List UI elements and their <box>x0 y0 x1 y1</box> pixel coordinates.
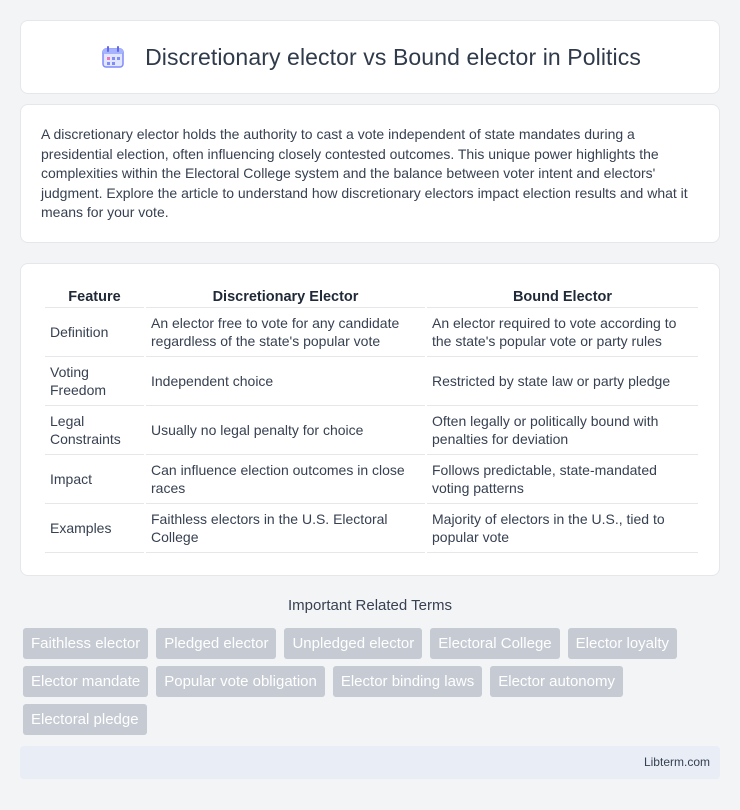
cell-bound: Follows predictable, state-mandated voting patterns <box>427 455 698 504</box>
related-term-tag[interactable]: Electoral College <box>430 628 559 659</box>
related-term-tag[interactable]: Faithless elector <box>23 628 148 659</box>
cell-discretionary: Independent choice <box>146 357 425 406</box>
cell-feature: Voting Freedom <box>45 357 144 406</box>
related-term-tag[interactable]: Elector mandate <box>23 666 148 697</box>
table-row <box>45 504 698 553</box>
related-term-tag[interactable]: Elector loyalty <box>568 628 677 659</box>
table-row <box>45 308 698 357</box>
cell-bound: Often legally or politically bound with penalties for deviation <box>427 406 698 455</box>
cell-feature: Legal Constraints <box>45 406 144 455</box>
related-term-tag[interactable]: Elector binding laws <box>333 666 482 697</box>
cell-feature: Definition <box>45 308 144 357</box>
header-feature: Feature <box>45 284 144 308</box>
cell-discretionary: An elector free to vote for any candidate regardless of the state's popular vote <box>146 308 425 357</box>
related-term-tag[interactable]: Electoral pledge <box>23 704 147 735</box>
table-row <box>45 406 698 455</box>
page-title: Discretionary elector vs Bound elector in Politics <box>145 43 641 70</box>
cell-discretionary: Faithless electors in the U.S. Electoral College <box>146 504 425 553</box>
cell-discretionary: Usually no legal penalty for choice <box>146 406 425 455</box>
related-term-tag[interactable]: Unpledged elector <box>284 628 422 659</box>
table-header-row <box>45 284 698 308</box>
intro-paragraph: A discretionary elector holds the authority to cast a vote independent of state mandates during a presidential election, often influencing closely contested outcomes. This unique power highlights the complexities within the Electoral College system and the balance between voter intent and electors' judgment. Explore the article to understand how discretionary electors impact election results and what it means for your vote. <box>41 126 688 220</box>
related-term-tag[interactable]: Popular vote obligation <box>156 666 325 697</box>
intro-card <box>20 104 720 243</box>
calendar-icon <box>99 43 127 71</box>
cell-feature: Examples <box>45 504 144 553</box>
cell-feature: Impact <box>45 455 144 504</box>
header-discretionary: Discretionary Elector <box>146 284 425 308</box>
related-term-tag[interactable]: Elector autonomy <box>490 666 623 697</box>
footer-site-link[interactable]: Libterm.com <box>643 755 710 769</box>
related-term-tag[interactable]: Pledged elector <box>156 628 276 659</box>
comparison-table <box>43 284 700 553</box>
header-bound: Bound Elector <box>427 284 698 308</box>
cell-bound: Majority of electors in the U.S., tied to popular vote <box>427 504 698 553</box>
title-card <box>20 20 720 94</box>
cell-bound: Restricted by state law or party pledge <box>427 357 698 406</box>
related-terms-list <box>23 628 723 735</box>
table-row <box>45 455 698 504</box>
related-terms-heading: Important Related Terms <box>288 597 452 614</box>
comparison-card <box>20 263 720 576</box>
table-row <box>45 357 698 406</box>
cell-discretionary: Can influence election outcomes in close races <box>146 455 425 504</box>
footer <box>20 746 720 779</box>
cell-bound: An elector required to vote according to the state's popular vote or party rules <box>427 308 698 357</box>
